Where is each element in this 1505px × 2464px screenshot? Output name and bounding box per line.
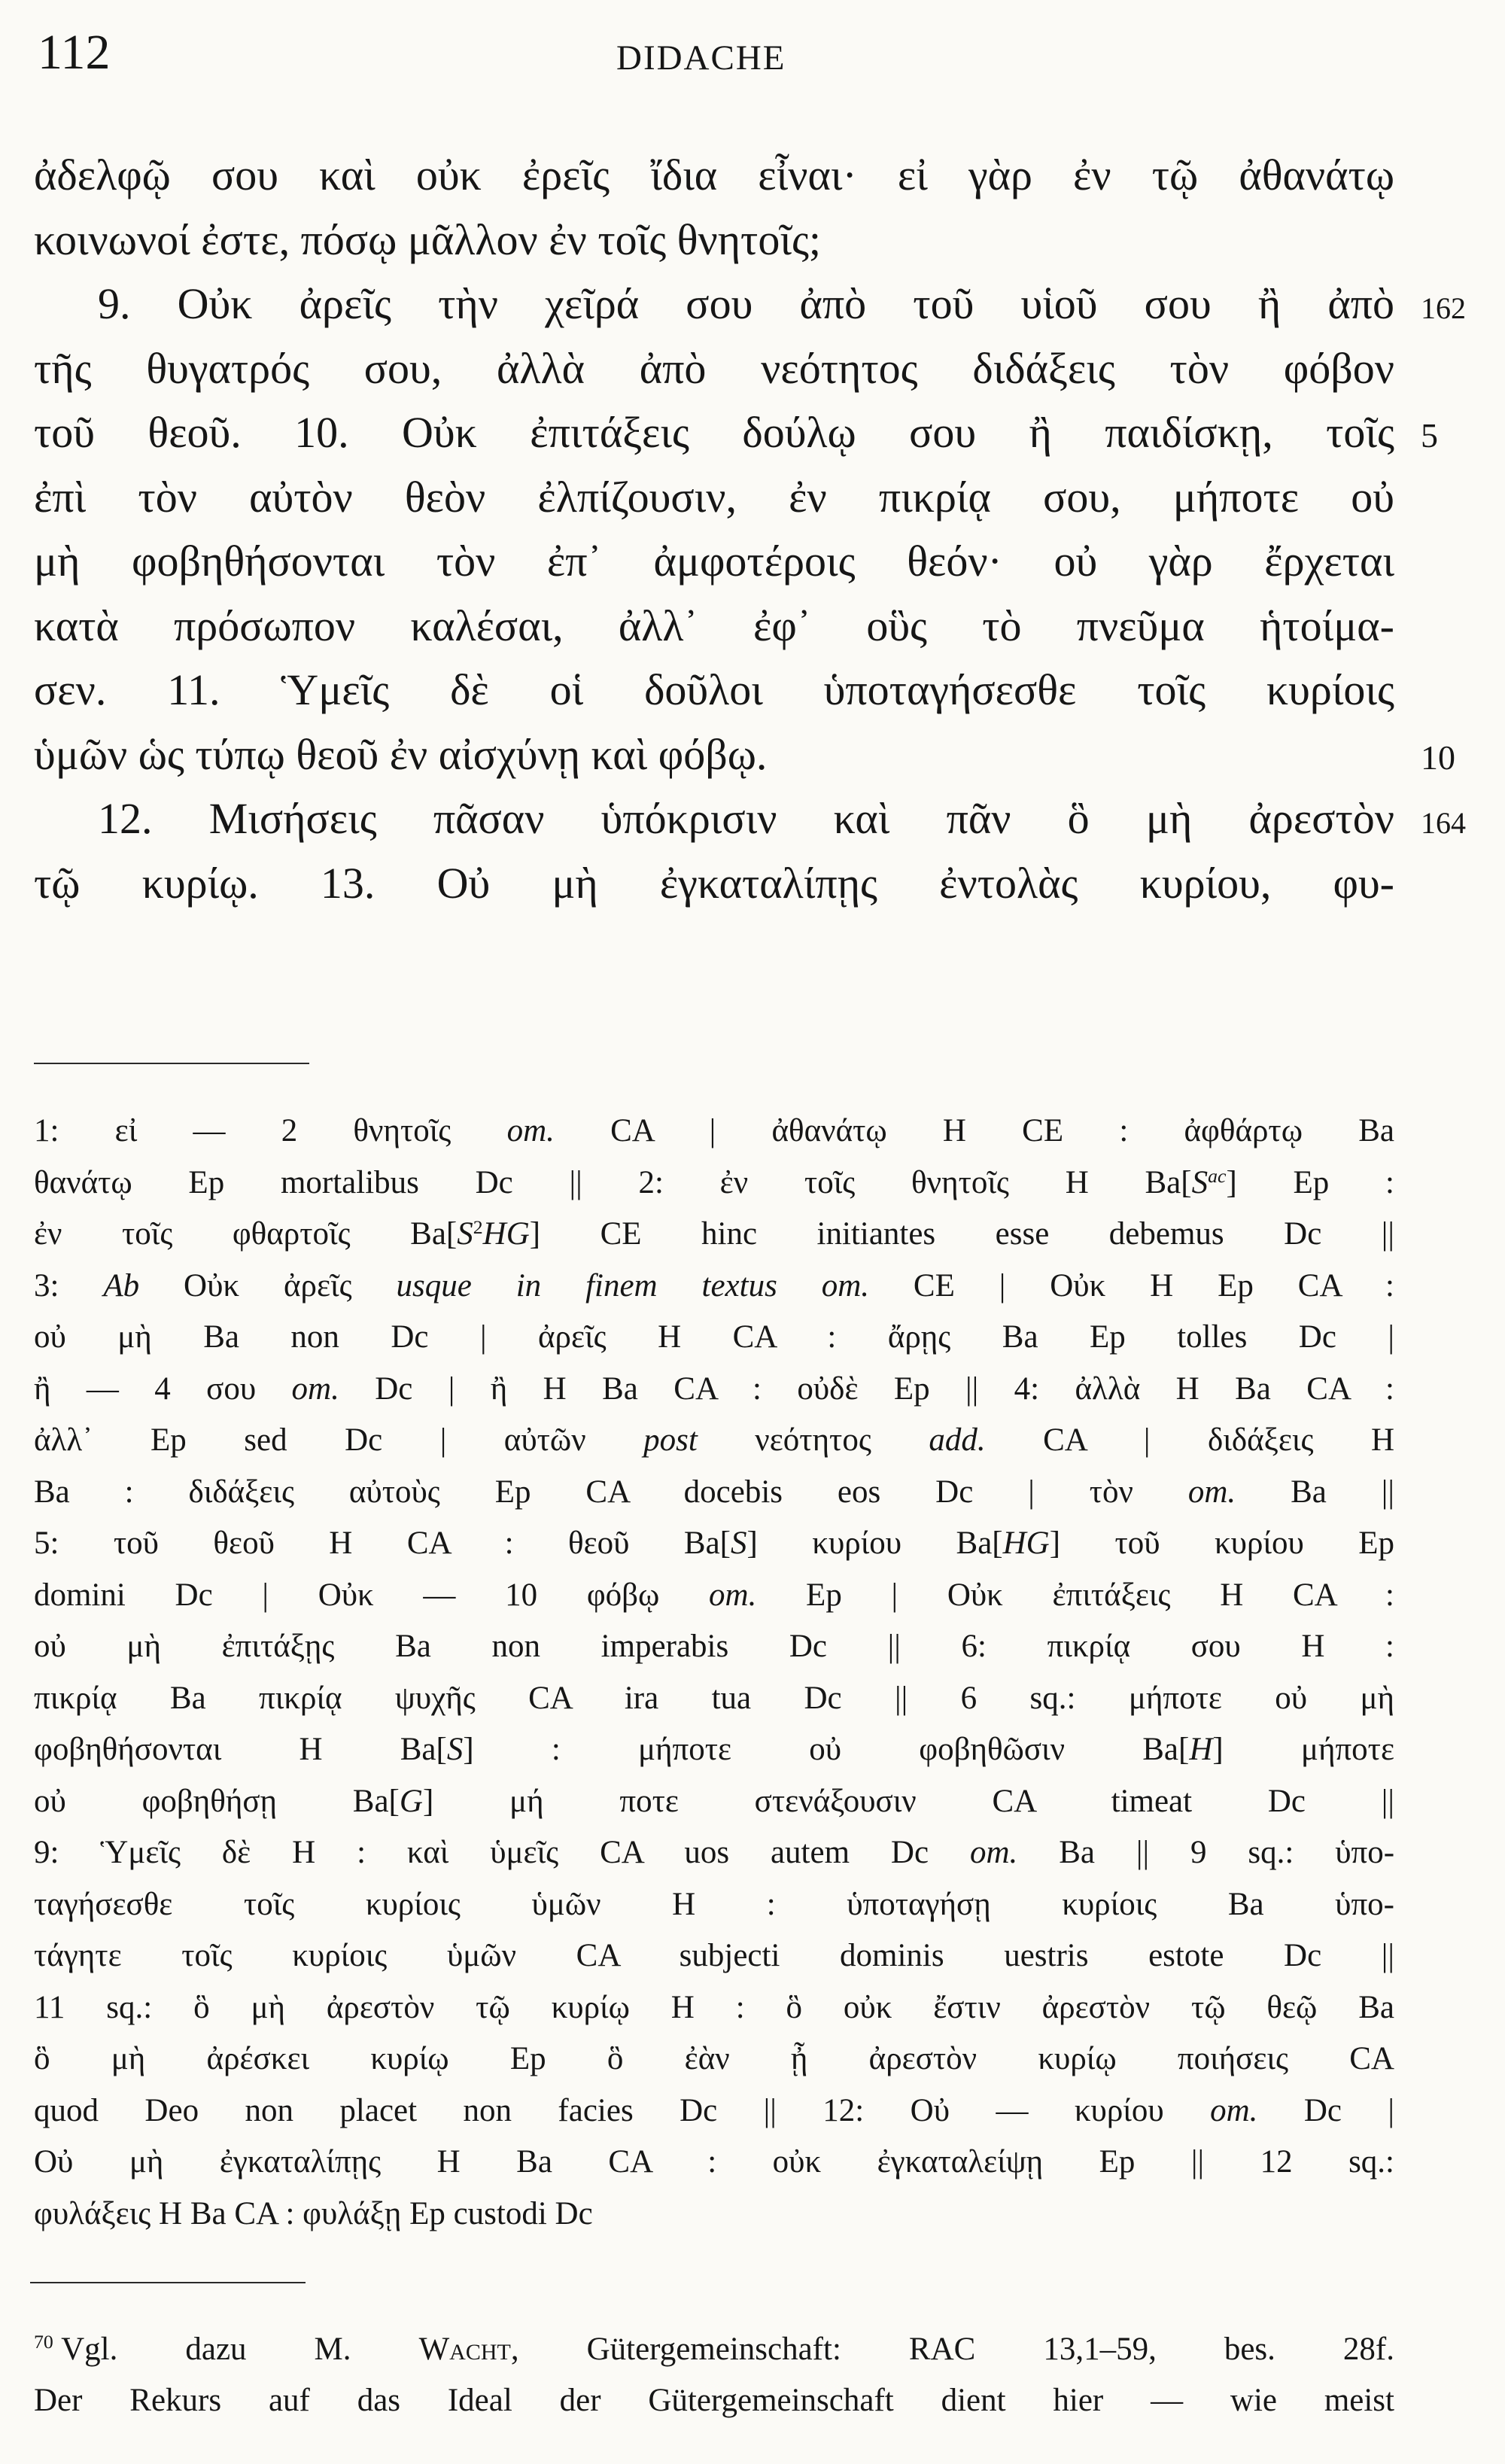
text-segment: Vgl. dazu M. (61, 2332, 419, 2367)
apparatus-line (34, 1630, 1394, 1665)
text-segment: ] CE hinc initiantes esse debemus Dc || (529, 1216, 1394, 1252)
text-segment: S (1191, 1164, 1209, 1200)
apparatus-line (34, 1527, 1394, 1562)
text-segment: 2 (473, 1215, 483, 1238)
page-number: 112 (38, 25, 111, 80)
text-segment: ac (1208, 1164, 1227, 1187)
apparatus-line (34, 1215, 1394, 1252)
text-segment: , Gütergemeinschaft: RAC 13,1–59, bes. 28f. (510, 2332, 1394, 2367)
apparatus-line (34, 1370, 1394, 1407)
main-text-line (34, 858, 1394, 908)
text-segment: om. (969, 1835, 1018, 1870)
text-segment: ὃ μὴ ἀρέσκει κυρίῳ Ep ὃ ἐὰν ᾖ ἀρεστὸν κυρίῳ ποιήσεις CA (34, 2041, 1394, 2076)
text-segment: Οὐκ ἀρεῖς (139, 1267, 397, 1303)
text-segment: ἢ — 4 σου (34, 1370, 292, 1407)
apparatus-line (34, 1991, 1394, 2026)
text-segment: CA | διδάξεις H (985, 1422, 1395, 1458)
apparatus-line (34, 1579, 1394, 1614)
footnote-line (34, 2330, 1394, 2368)
apparatus-line (34, 2146, 1394, 2180)
apparatus-line (34, 1424, 1394, 1459)
marginal-line-number: 10 (1421, 738, 1455, 777)
apparatus-line (34, 1733, 1394, 1768)
text-segment: ἐπὶ τὸν αὐτὸν θεὸν ἐλπίζουσιν, ἐν πικρίᾳ σου, μήποτε οὐ (34, 472, 1394, 522)
text-segment: om. (1210, 2092, 1258, 2128)
apparatus-line (34, 2195, 1394, 2232)
text-segment: Ba || (1236, 1474, 1394, 1510)
text-segment: ἀδελφῷ σου καὶ οὐκ ἐρεῖς ἴδια εἶναι· εἰ γὰρ ἐν τῷ ἀθανάτῳ (34, 151, 1394, 199)
text-segment: Ep | Οὐκ ἐπιτάξεις H CA : (756, 1577, 1394, 1613)
apparatus-line (34, 1476, 1394, 1510)
text-segment: om. (709, 1577, 757, 1613)
apparatus-separator-rule (34, 1063, 309, 1064)
text-segment: ταγήσεσθε τοῖς κυρίοις ὑμῶν H : ὑποταγήσῃ κυρίοις Ba ὑπο- (34, 1886, 1394, 1922)
text-segment: ] μήποτε (1212, 1732, 1394, 1767)
text-segment: 12. Μισήσεις πᾶσαν ὑπόκρισιν καὶ πᾶν ὃ μὴ ἀρεστὸν (98, 794, 1394, 843)
apparatus-line (34, 2094, 1394, 2129)
text-segment: Dc | (1257, 2092, 1395, 2128)
main-text-line (34, 472, 1394, 522)
main-text-line (34, 729, 1394, 780)
text-segment: θανάτῳ Ep mortalibus Dc || 2: ἐν τοῖς θνητοῖς H Ba[ (34, 1164, 1192, 1200)
main-text-line (34, 151, 1394, 200)
text-segment: τάγητε τοῖς κυρίοις ὑμῶν CA subjecti dominis uestris estote Dc || (34, 1938, 1394, 1973)
text-segment: om. (506, 1113, 555, 1148)
text-segment: CE | Οὐκ H Ep CA : (869, 1267, 1394, 1303)
text-segment: τῆς θυγατρός σου, ἀλλὰ ἀπὸ νεότητος διδάξεις τὸν φόβον (34, 343, 1394, 393)
main-text-line (34, 601, 1394, 651)
apparatus-line (34, 1682, 1394, 1717)
apparatus-line (34, 1164, 1394, 1201)
text-segment: S (457, 1216, 473, 1252)
apparatus-line (34, 1836, 1394, 1871)
text-segment: τῷ κυρίῳ. 13. Οὐ μὴ ἐγκαταλίπῃς ἐντολὰς κυρίου, φυ- (34, 858, 1394, 908)
text-segment: HG (1002, 1526, 1050, 1561)
text-segment: σεν. 11. Ὑμεῖς δὲ οἱ δοῦλοι ὑποταγήσεσθε τοῖς κυρίοις (34, 665, 1394, 714)
marginal-line-number: 5 (1421, 416, 1438, 455)
main-text-line (34, 214, 1394, 265)
text-segment: οὐ φοβηθήσῃ Ba[ (34, 1783, 400, 1819)
text-segment: Ba || 9 sq.: ὑπο- (1017, 1835, 1395, 1870)
text-segment: add. (929, 1422, 986, 1458)
text-segment: CA | ἀθανάτῳ H CE : ἀφθάρτῳ Ba (554, 1113, 1394, 1148)
text-segment: ἀλλ᾽ Ep sed Dc | αὐτῶν (34, 1422, 644, 1458)
text-segment: Dc | ἢ H Ba CA : οὐδὲ Ep || 4: ἀλλὰ H Ba CA : (339, 1370, 1394, 1407)
text-segment: HG (482, 1216, 530, 1252)
main-text-line (34, 665, 1394, 715)
apparatus-line (34, 2043, 1394, 2077)
text-segment: Ab (103, 1267, 140, 1303)
text-segment: H (1189, 1732, 1213, 1767)
text-segment: Wacht (418, 2332, 511, 2367)
text-segment: Οὐ μὴ ἐγκαταλίπῃς H Ba CA : οὐκ ἐγκαταλείψῃ Ep || 12 sq.: (34, 2144, 1394, 2180)
marginal-line-number: 162 (1421, 291, 1466, 325)
text-segment: 5: τοῦ θεοῦ H CA : θεοῦ Ba[ (34, 1526, 731, 1561)
apparatus-line (34, 1785, 1394, 1820)
text-segment: 9: Ὑμεῖς δὲ H : καὶ ὑμεῖς CA uos autem Dc (34, 1835, 970, 1870)
text-segment: Ba : διδάξεις αὐτοὺς Ep CA docebis eos Dc | τὸν (34, 1474, 1188, 1510)
text-segment: G (399, 1783, 423, 1819)
text-segment: 3: (34, 1267, 104, 1303)
footnote-line (34, 2384, 1394, 2419)
footnote-separator-rule (30, 2282, 306, 2283)
text-segment: ] μή ποτε στενάξουσιν CA timeat Dc || (422, 1783, 1395, 1819)
text-segment: 9. Οὐκ ἀρεῖς τὴν χεῖρά σου ἀπὸ τοῦ υἱοῦ σου ἢ ἀπὸ (98, 279, 1394, 328)
text-segment: ὑμῶν ὡς τύπῳ θεοῦ ἐν αἰσχύνῃ καὶ φόβῳ. (34, 729, 768, 779)
text-segment: usque in finem textus om. (396, 1267, 869, 1303)
text-segment: Der Rekurs auf das Ideal der Gütergemeinschaft dient hier — wie meist (34, 2383, 1394, 2418)
running-title: DIDACHE (616, 38, 786, 78)
text-segment: ] τοῦ κυρίου Ep (1049, 1526, 1395, 1561)
text-segment: 1: εἰ — 2 θνητοῖς (34, 1113, 507, 1148)
apparatus-line (34, 1888, 1394, 1923)
text-segment: πικρίᾳ Ba πικρίᾳ ψυχῆς CA ira tua Dc || 6 sq.: μήποτε οὐ μὴ (34, 1680, 1394, 1716)
text-segment: κατὰ πρόσωπον καλέσαι, ἀλλ᾽ ἐφ᾽ οὓς τὸ πνεῦμα ἡτοίμα- (34, 601, 1394, 650)
main-text-line (98, 279, 1394, 329)
text-segment: om. (291, 1370, 339, 1407)
main-text-line (34, 537, 1394, 586)
text-segment: om. (1187, 1474, 1236, 1510)
footnote-marker: 70 (34, 2330, 53, 2353)
text-segment: domini Dc | Οὐκ — 10 φόβῳ (34, 1577, 710, 1613)
marginal-line-number: 164 (1421, 806, 1466, 840)
text-segment: ] Ep : (1226, 1164, 1394, 1200)
apparatus-line (34, 1267, 1394, 1304)
main-text-line (98, 794, 1394, 844)
text-segment: τοῦ θεοῦ. 10. Οὐκ ἐπιτάξεις δούλῳ σου ἢ παιδίσκῃ, τοῖς (34, 408, 1394, 457)
main-text-line (34, 408, 1394, 458)
text-segment: κοινωνοί ἐστε, πόσῳ μᾶλλον ἐν τοῖς θνητοῖς; (34, 214, 822, 264)
text-segment: φοβηθήσονται H Ba[ (34, 1732, 447, 1767)
text-segment: νεότητος (697, 1422, 929, 1458)
text-segment: ] κυρίου Ba[ (746, 1526, 1003, 1561)
main-text-line (34, 343, 1394, 394)
text-segment: ] : μήποτε οὐ φοβηθῶσιν Ba[ (463, 1732, 1190, 1767)
text-segment: S (446, 1732, 464, 1767)
text-segment: οὐ μὴ ἐπιτάξῃς Ba non imperabis Dc || 6: πικρίᾳ σου H : (34, 1629, 1394, 1664)
text-segment: οὐ μὴ Ba non Dc | ἀρεῖς H CA : ἄρῃς Ba Ep tolles Dc | (34, 1319, 1394, 1355)
text-segment: quod Deo non placet non facies Dc || 12: Οὐ — κυρίου (34, 2092, 1211, 2128)
text-segment: μὴ φοβηθήσονται τὸν ἐπ᾽ ἀμφοτέροις θεόν· οὐ γὰρ ἔρχεται (34, 537, 1394, 586)
apparatus-line (34, 1939, 1394, 1974)
apparatus-line (34, 1115, 1394, 1149)
text-segment: S (731, 1526, 747, 1561)
text-segment: ἐν τοῖς φθαρτοῖς Ba[ (34, 1216, 458, 1252)
text-segment: 11 sq.: ὃ μὴ ἀρεστὸν τῷ κυρίῳ H : ὃ οὐκ ἔστιν ἀρεστὸν τῷ θεῷ Ba (34, 1989, 1394, 2025)
text-segment: post (643, 1422, 698, 1458)
text-segment: φυλάξεις H Ba CA : φυλάξῃ Ep custodi Dc (34, 2195, 593, 2231)
apparatus-line (34, 1321, 1394, 1355)
